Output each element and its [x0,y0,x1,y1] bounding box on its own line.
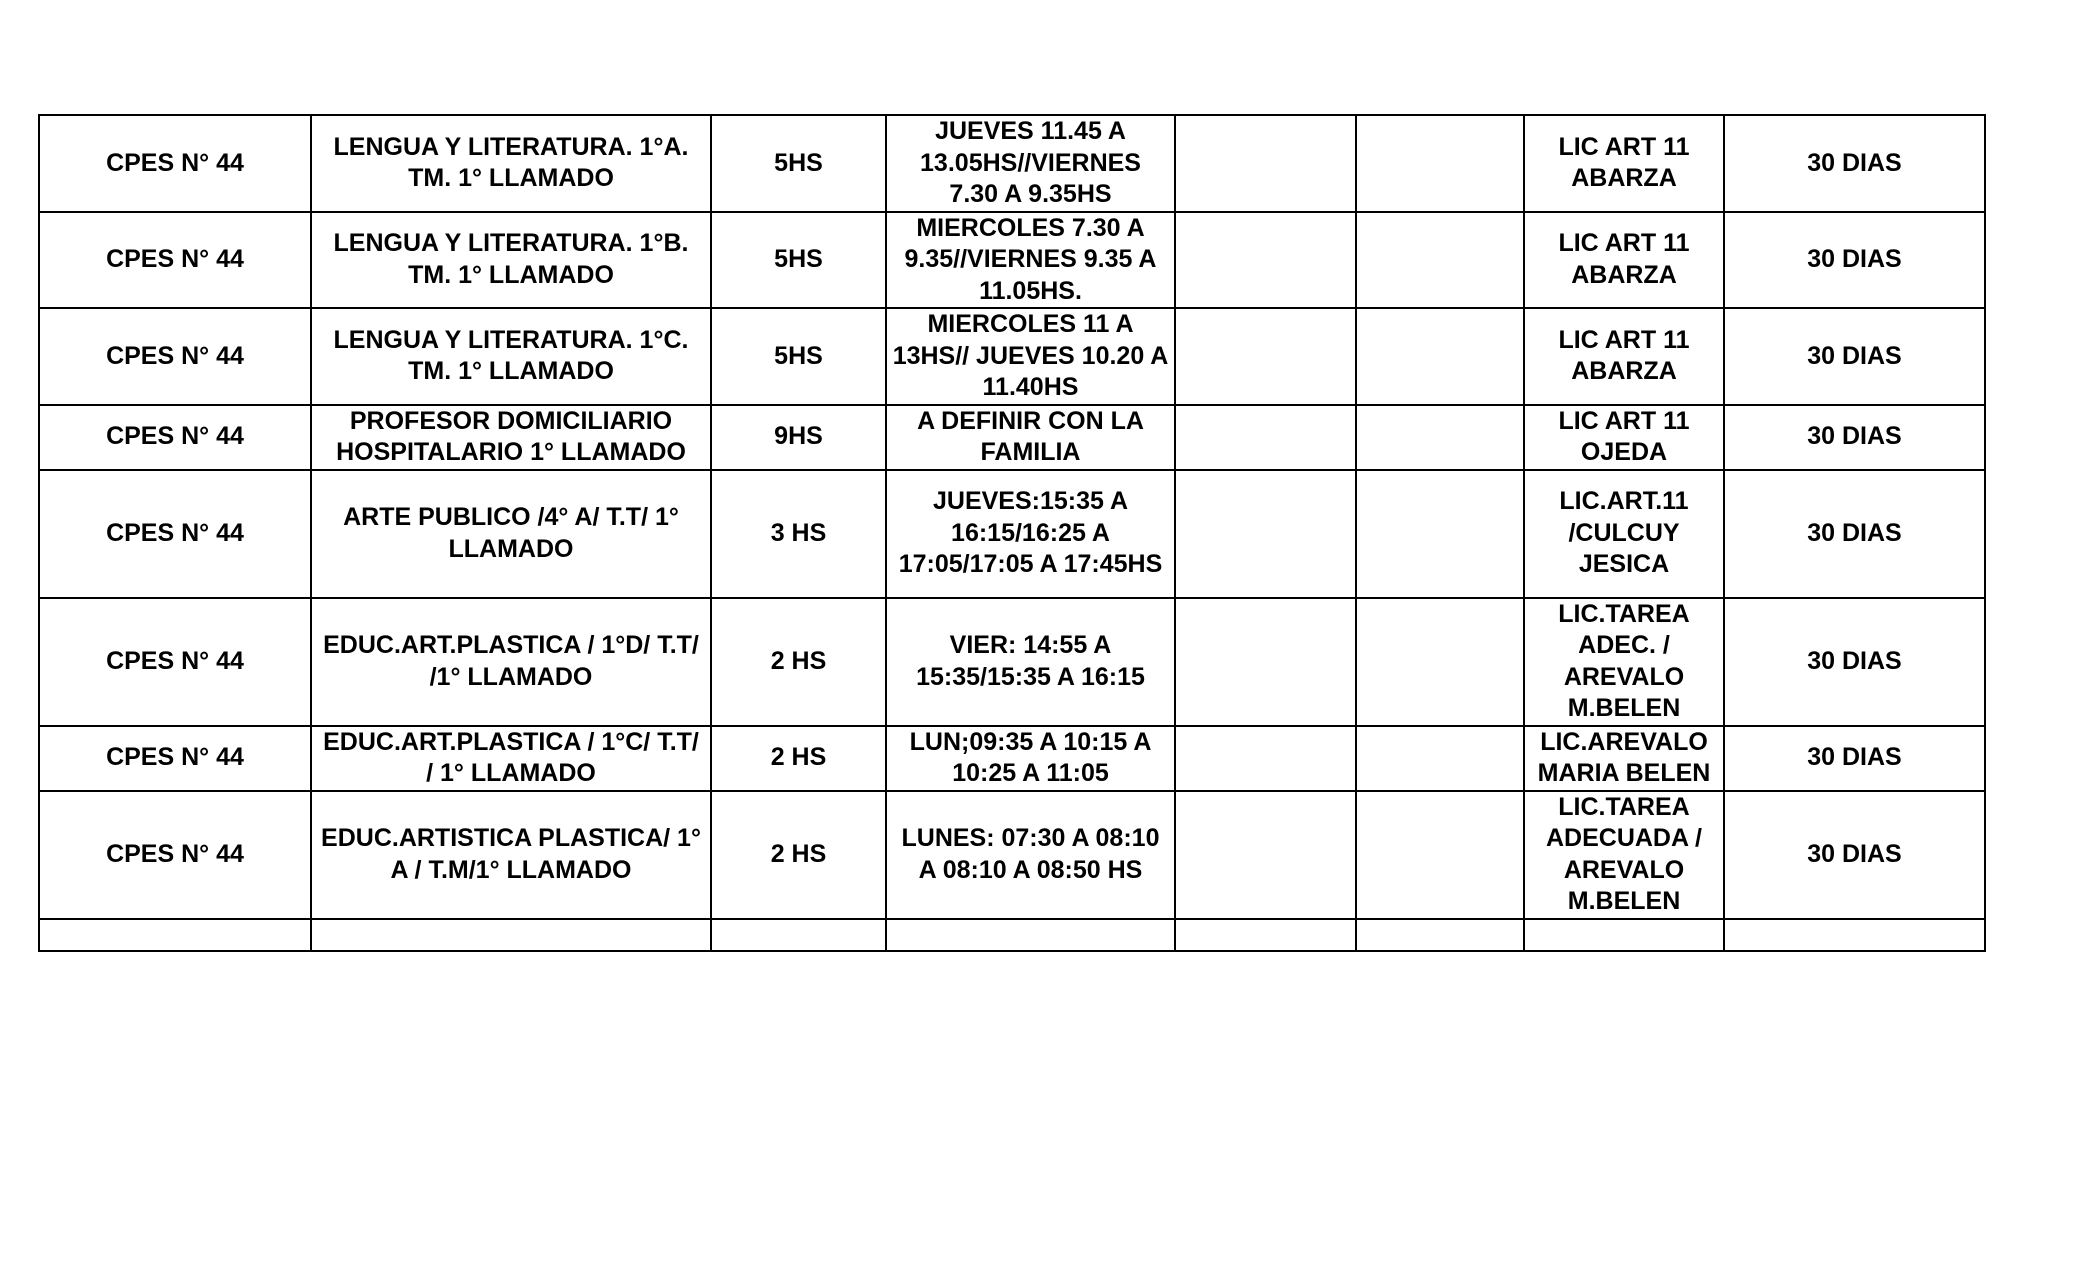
table-row [39,115,1985,212]
empty-cell [1356,405,1524,470]
table-row-empty [39,919,1985,951]
table-row [39,308,1985,405]
table-row [39,726,1985,791]
schedule-cell: LUN;09:35 A 10:15 A 10:25 A 11:05 [886,726,1175,791]
subject-cell: ARTE PUBLICO /4° A/ T.T/ 1° LLAMADO [311,470,711,598]
subject-cell: PROFESOR DOMICILIARIO HOSPITALARIO 1° LLAMADO [311,405,711,470]
table-row [39,791,1985,919]
table-row [39,470,1985,598]
school-cell: CPES N° 44 [39,212,311,309]
schedule-cell: JUEVES 11.45 A 13.05HS//VIERNES 7.30 A 9.35HS [886,115,1175,212]
school-cell: CPES N° 44 [39,308,311,405]
empty-cell [1524,919,1724,951]
license-cell: LIC.ART.11 /CULCUY JESICA [1524,470,1724,598]
empty-cell [1175,598,1356,726]
empty-cell [1175,115,1356,212]
license-cell: LIC.TAREA ADECUADA / AREVALO M.BELEN [1524,791,1724,919]
empty-cell [1356,919,1524,951]
license-cell: LIC.TAREA ADEC. / AREVALO M.BELEN [1524,598,1724,726]
table-row [39,598,1985,726]
empty-cell [1356,308,1524,405]
subject-cell: EDUC.ARTISTICA PLASTICA/ 1° A / T.M/1° LLAMADO [311,791,711,919]
empty-cell [1175,308,1356,405]
school-cell: CPES N° 44 [39,115,311,212]
empty-cell [1356,598,1524,726]
school-cell: CPES N° 44 [39,405,311,470]
school-cell: CPES N° 44 [39,726,311,791]
empty-cell [1356,726,1524,791]
subject-cell: EDUC.ART.PLASTICA / 1°C/ T.T/ / 1° LLAMADO [311,726,711,791]
license-cell: LIC ART 11 ABARZA [1524,212,1724,309]
schedule-cell: JUEVES:15:35 A 16:15/16:25 A 17:05/17:05 A 17:45HS [886,470,1175,598]
schedule-cell: MIERCOLES 7.30 A 9.35//VIERNES 9.35 A 11.05HS. [886,212,1175,309]
schedule-cell: MIERCOLES 11 A 13HS// JUEVES 10.20 A 11.40HS [886,308,1175,405]
empty-cell [1175,405,1356,470]
hours-cell: 5HS [711,308,886,405]
duration-cell: 30 DIAS [1724,726,1985,791]
empty-cell [1175,470,1356,598]
table-row [39,212,1985,309]
empty-cell [311,919,711,951]
school-cell: CPES N° 44 [39,470,311,598]
empty-cell [1356,212,1524,309]
empty-cell [1356,470,1524,598]
empty-cell [1356,115,1524,212]
empty-cell [1175,919,1356,951]
license-cell: LIC ART 11 ABARZA [1524,308,1724,405]
hours-cell: 2 HS [711,791,886,919]
hours-cell: 9HS [711,405,886,470]
license-cell: LIC ART 11 OJEDA [1524,405,1724,470]
subject-cell: EDUC.ART.PLASTICA / 1°D/ T.T/ /1° LLAMADO [311,598,711,726]
subject-cell: LENGUA Y LITERATURA. 1°C. TM. 1° LLAMADO [311,308,711,405]
hours-cell: 5HS [711,115,886,212]
schedule-cell: LUNES: 07:30 A 08:10 A 08:10 A 08:50 HS [886,791,1175,919]
school-cell: CPES N° 44 [39,598,311,726]
empty-cell [1356,791,1524,919]
license-cell: LIC ART 11 ABARZA [1524,115,1724,212]
vacancies-table [38,114,1986,952]
empty-cell [1175,726,1356,791]
empty-cell [39,919,311,951]
duration-cell: 30 DIAS [1724,308,1985,405]
duration-cell: 30 DIAS [1724,212,1985,309]
hours-cell: 5HS [711,212,886,309]
table-row [39,405,1985,470]
hours-cell: 2 HS [711,726,886,791]
empty-cell [1175,212,1356,309]
duration-cell: 30 DIAS [1724,405,1985,470]
school-cell: CPES N° 44 [39,791,311,919]
empty-cell [1724,919,1985,951]
empty-cell [711,919,886,951]
duration-cell: 30 DIAS [1724,115,1985,212]
schedule-cell: VIER: 14:55 A 15:35/15:35 A 16:15 [886,598,1175,726]
license-cell: LIC.AREVALO MARIA BELEN [1524,726,1724,791]
empty-cell [886,919,1175,951]
schedule-cell: A DEFINIR CON LA FAMILIA [886,405,1175,470]
subject-cell: LENGUA Y LITERATURA. 1°B. TM. 1° LLAMADO [311,212,711,309]
hours-cell: 3 HS [711,470,886,598]
subject-cell: LENGUA Y LITERATURA. 1°A. TM. 1° LLAMADO [311,115,711,212]
hours-cell: 2 HS [711,598,886,726]
duration-cell: 30 DIAS [1724,791,1985,919]
duration-cell: 30 DIAS [1724,598,1985,726]
duration-cell: 30 DIAS [1724,470,1985,598]
empty-cell [1175,791,1356,919]
